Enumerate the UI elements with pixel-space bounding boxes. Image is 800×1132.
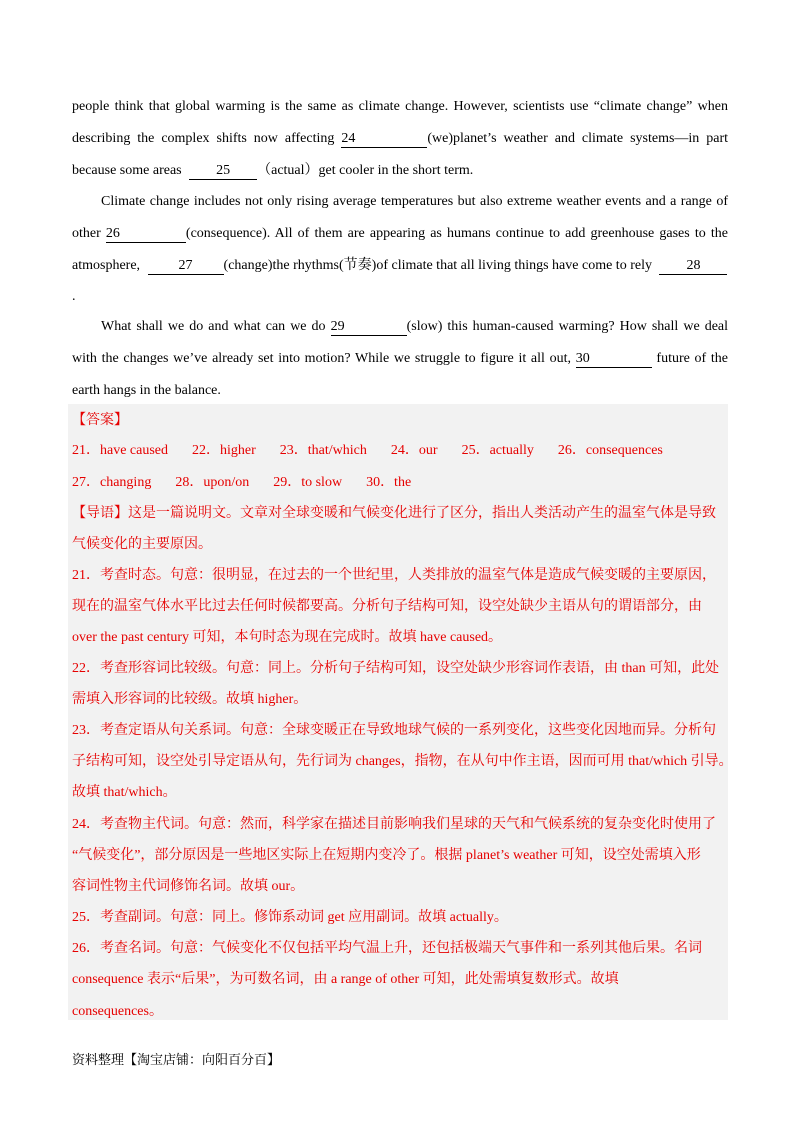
passage-line <box>72 130 728 148</box>
passage-text: (slow) this human-caused warming? How shall we deal <box>406 319 729 334</box>
explanation-23: 23．考查定语从句关系词。句意：全球变暖正在导致地球气候的一系列变化，这些变化因地而异。分析句 <box>72 723 716 738</box>
passage-text: describing the complex shifts now affecting <box>72 131 335 146</box>
blank-24[interactable]: 24 <box>341 131 427 148</box>
explanation-24: 容词性物主代词修饰名词。故填 our。 <box>72 879 305 894</box>
blank-26[interactable]: 26 <box>106 226 186 243</box>
passage-text: （actual）get cooler in the short term. <box>257 163 474 178</box>
answer-section <box>68 404 728 1020</box>
passage-text: with the changes we’ve already set into motion? While we struggle to figure it all out, <box>72 351 571 366</box>
explanation-26: consequences。 <box>72 1004 163 1019</box>
explanation-23: 子结构可知，设空处引导定语从句，先行词为 changes，指物，在从句中作主语，因而可用 that/which 引导。 <box>72 754 733 769</box>
passage-line <box>101 318 728 336</box>
blank-30[interactable]: 30 <box>576 351 652 368</box>
explanation-22: 需填入形容词的比较级。故填 higher。 <box>72 692 308 707</box>
answer-header: 【答案】 <box>72 413 128 428</box>
answer-item: 29．to slow <box>273 475 343 490</box>
passage-line: people think that global warming is the same as climate change. However, scientists use “climate change” when <box>72 99 728 114</box>
explanation-26: consequence 表示“后果”，为可数名词，由 a range of other 可知，此处需填复数形式。故填 <box>72 972 619 987</box>
passage-line: Climate change includes not only rising average temperatures but also extreme weather events and a range of <box>101 194 728 209</box>
passage-line <box>72 225 728 243</box>
answer-item: 27．changing <box>72 475 152 490</box>
explanation-21: 21．考查时态。句意：很明显，在过去的一个世纪里，人类排放的温室气体是造成气候变暖的主要原因， <box>72 568 716 583</box>
blank-27[interactable]: 27 <box>148 258 224 275</box>
explanation-23: 故填 that/which。 <box>72 785 177 800</box>
passage-line <box>72 350 728 368</box>
answer-item: 21．have caused <box>72 443 169 458</box>
answer-item: 30．the <box>366 475 412 490</box>
answer-item: 23．that/which <box>279 443 367 458</box>
page-footer: 资料整理【淘宝店铺：向阳百分百】 <box>72 1053 281 1068</box>
passage-text: other <box>72 226 101 241</box>
explanation-21: 现在的温室气体水平比过去任何时候都要高。分析句子结构可知，设空处缺少主语从句的谓语部分，由 <box>72 599 702 614</box>
blank-25[interactable]: 25 <box>189 163 257 180</box>
blank-29[interactable]: 29 <box>331 319 407 336</box>
passage-line: earth hangs in the balance. <box>72 383 221 398</box>
intro-line: 气候变化的主要原因。 <box>72 537 212 552</box>
answer-item: 22．higher <box>192 443 256 458</box>
blank-28[interactable]: 28 <box>659 258 727 275</box>
passage-line <box>72 257 752 275</box>
explanation-26: 26．考查名词。句意：气候变化不仅包括平均气温上升，还包括极端天气事件和一系列其他后果。名词 <box>72 941 702 956</box>
answer-item: 24．our <box>390 443 438 458</box>
explanation-24: “气候变化”，部分原因是一些地区实际上在短期内变冷了。根据 planet’s weather 可知，设空处需填入形 <box>72 848 701 863</box>
passage-text: future of the <box>656 351 728 366</box>
passage-text: (change)the rhythms(节奏)of climate that all living things have come to rely <box>223 258 652 273</box>
explanation-21: over the past century 可知，本句时态为现在完成时。故填 have caused。 <box>72 630 503 645</box>
intro-line: 【导语】这是一篇说明文。文章对全球变暖和气候变化进行了区分，指出人类活动产生的温室气体是导致 <box>72 506 716 521</box>
passage-line: . <box>72 289 76 304</box>
passage-line <box>72 162 728 180</box>
answer-row <box>72 474 732 492</box>
passage-text: (we)planet’s weather and climate systems—in part <box>427 131 729 146</box>
explanation-22: 22．考查形容词比较级。句意：同上。分析句子结构可知，设空处缺少形容词作表语，由 than 可知，此处 <box>72 661 720 676</box>
answer-item: 25．actually <box>461 443 534 458</box>
passage-text: (consequence). All of them are appearing as humans continue to add greenhouse gases to the <box>185 226 728 241</box>
passage-text: What shall we do and what can we do <box>101 319 326 334</box>
explanation-25: 25．考查副词。句意：同上。修饰系动词 get 应用副词。故填 actually。 <box>72 910 508 925</box>
passage-text: atmosphere, <box>72 258 141 273</box>
passage-text: because some areas <box>72 163 182 178</box>
answer-row <box>72 442 732 460</box>
answer-item: 26．consequences <box>557 443 663 458</box>
answer-item: 28．upon/on <box>175 475 250 490</box>
explanation-24: 24．考查物主代词。句意：然而，科学家在描述目前影响我们星球的天气和气候系统的复杂变化时使用了 <box>72 817 716 832</box>
